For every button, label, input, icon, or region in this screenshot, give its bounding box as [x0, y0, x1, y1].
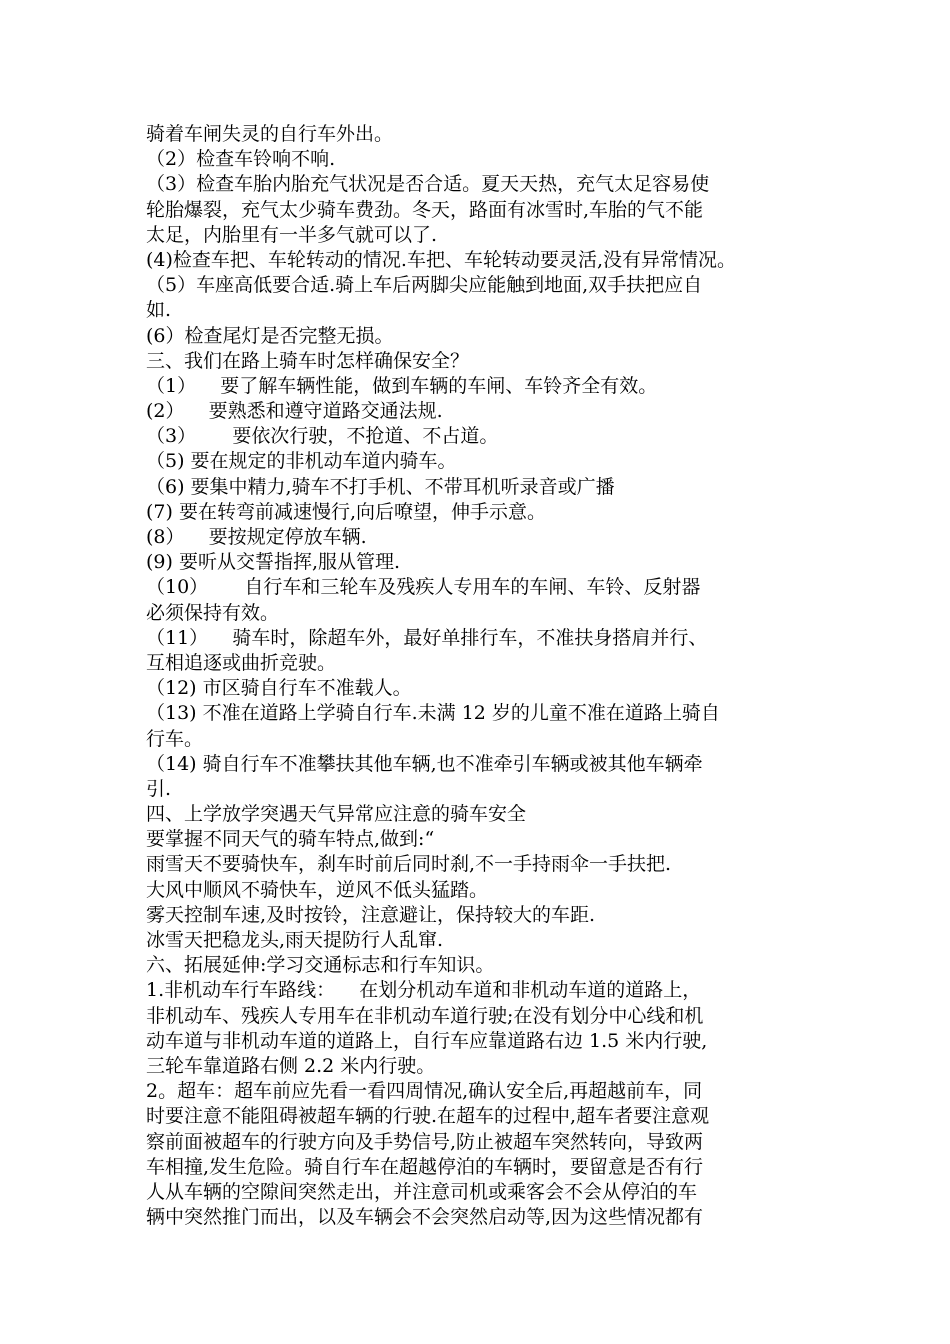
text-line: 人从车辆的空隙间突然走出，并注意司机或乘客会不会从停泊的车 [146, 1180, 698, 1203]
text-line: 要掌握不同天气的骑车特点,做到:“ [146, 828, 435, 851]
text-line: 引. [146, 777, 172, 800]
text-line: 太足，内胎里有一半多气就可以了. [146, 223, 438, 246]
text-line: （3） 要依次行驶，不抢道、不占道。 [146, 425, 499, 448]
text-line: 雨雪天不要骑快车，刹车时前后同时刹,不一手持雨伞一手扶把. [146, 853, 672, 876]
text-line: （12) 市区骑自行车不准载人。 [146, 677, 412, 700]
text-line: 大风中顺风不骑快车，逆风不低头猛踏。 [146, 878, 489, 901]
text-line: 六、拓展延伸:学习交通标志和行车知识。 [146, 954, 495, 977]
text-line: (8） 要按规定停放车辆. [146, 526, 367, 548]
text-line: 1.非机动车行车路线： 在划分机动车道和非机动车道的道路上， [146, 979, 702, 1002]
text-line: 三轮车靠道路右侧 2.2 米内行驶。 [146, 1054, 436, 1077]
text-line: （5) 要在规定的非机动车道内骑车。 [146, 450, 457, 473]
text-line: 互相追逐或曲折竞驶。 [146, 651, 337, 674]
text-line: （1） 要了解车辆性能，做到车辆的车闸、车铃齐全有效。 [146, 374, 658, 397]
text-line: （6) 要集中精力,骑车不打手机、不带耳机听录音或广播 [146, 475, 615, 498]
text-line: （5）车座高低要合适.骑上车后两脚尖应能触到地面,双手扶把应自 [146, 274, 703, 297]
text-line: 行车。 [146, 727, 204, 750]
text-line: 动车道与非机动车道的道路上，自行车应靠道路右边 1.5 米内行驶, [146, 1029, 708, 1052]
text-line: 非机动车、残疾人专用车在非机动车道行驶;在没有划分中心线和机 [146, 1004, 704, 1027]
text-line: 车相撞,发生危险。骑自行车在超越停泊的车辆时，要留意是否有行 [146, 1155, 704, 1178]
text-line: 如. [146, 299, 172, 322]
text-line: （11） 骑车时，除超车外，最好单排行车，不准扶身搭肩并行、 [146, 626, 708, 649]
text-line: (2） 要熟悉和遵守道路交通法规. [146, 400, 443, 423]
text-line: (9) 要听从交誓指挥,服从管理. [146, 551, 401, 574]
text-line: (7) 要在转弯前减速慢行,向后嘹望，伸手示意。 [146, 500, 546, 523]
text-line: 三、我们在路上骑车时怎样确保安全？ [146, 349, 470, 372]
text-line: （2）检查车铃响不响. [146, 148, 336, 171]
text-line: 冰雪天把稳龙头,雨天提防行人乱窜. [146, 929, 444, 951]
text-line: (4)检查车把、车轮转动的情况.车把、车轮转动要灵活,没有异常情况。 [146, 248, 736, 271]
text-line: 时要注意不能阻碍被超车辆的行驶.在超车的过程中,超车者要注意观 [146, 1105, 710, 1128]
text-line: (6）检查尾灯是否完整无损。 [146, 324, 394, 347]
text-line: （14) 骑自行车不准攀扶其他车辆,也不准牵引车辆或被其他车辆牵 [146, 752, 703, 775]
text-line: 必须保持有效。 [146, 601, 280, 624]
text-line: 2。超车：超车前应先看一看四周情况,确认安全后,再超越前车，同 [146, 1080, 703, 1103]
document-page [146, 122, 826, 1230]
text-line: 察前面被超车的行驶方向及手势信号,防止被超车突然转向，导致两 [146, 1130, 704, 1153]
text-line: （13) 不准在道路上学骑自行车.未满 12 岁的儿童不准在道路上骑自 [146, 702, 720, 725]
text-line: （3）检查车胎内胎充气状况是否合适。夏天天热，充气太足容易使 [146, 173, 710, 196]
text-line: 四、上学放学突遇天气异常应注意的骑车安全 [146, 803, 527, 826]
text-line: 轮胎爆裂，充气太少骑车费劲。冬天，路面有冰雪时,车胎的气不能 [146, 198, 704, 221]
text-line: 骑着车闸失灵的自行车外出。 [146, 123, 394, 145]
text-line: 雾天控制车速,及时按铃，注意避让，保持较大的车距. [146, 903, 596, 926]
text-line: （10） 自行车和三轮车及残疾人专用车的车闸、车铃、反射器 [146, 576, 701, 599]
text-line: 辆中突然推门而出，以及车辆会不会突然启动等,因为这些情况都有 [146, 1206, 704, 1229]
